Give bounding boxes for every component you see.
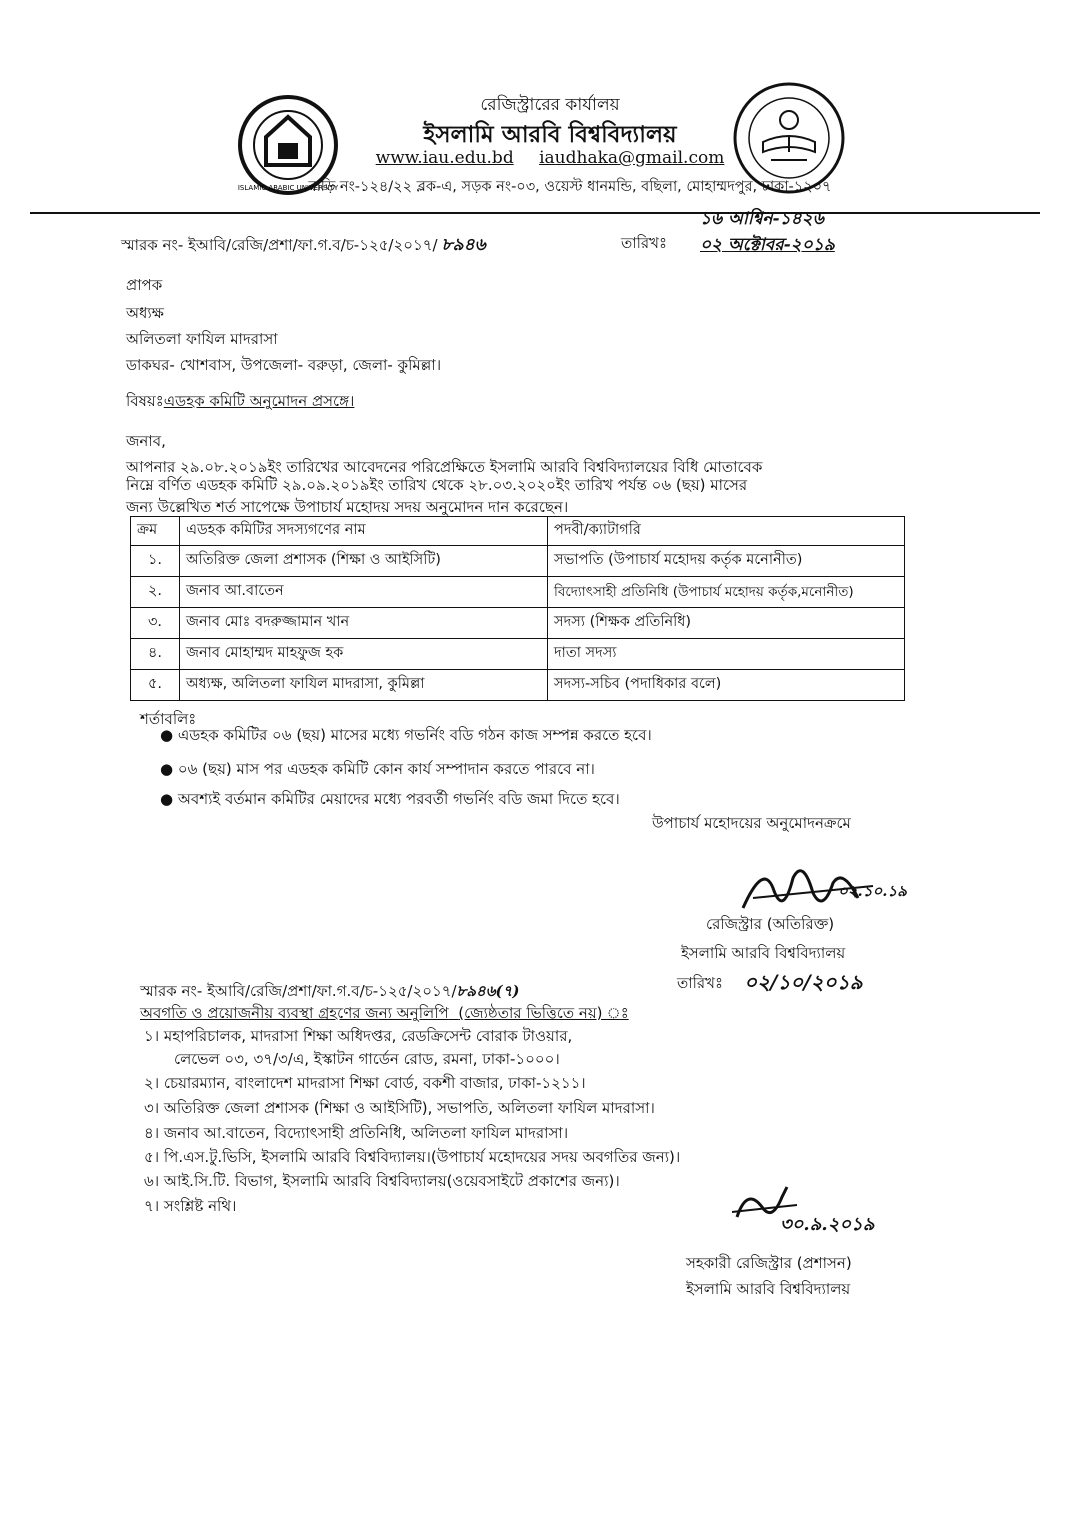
memo-date-bangla: ১৬ আশ্বিন-১৪২৬ bbox=[700, 209, 824, 229]
recipient-title: অধ্যক্ষ bbox=[126, 304, 164, 322]
memo-ref-handwritten: ৮৯৪৬ bbox=[441, 235, 486, 255]
table-row bbox=[131, 670, 905, 701]
body-line-1: আপনার ২৯.০৮.২০১৯ইং তারিখের আবেদনের পরিপ্রেক্ষিতে ইসলামি আরবি বিশ্ববিদ্যালয়ের বিধি মোতাবেক bbox=[126, 458, 763, 476]
body-line-2: নিম্নে বর্ণিত এডহক কমিটি ২৯.০৯.২০১৯ইং তারিখ থেকে ২৮.০৩.২০২০ইং তারিখ পর্যন্ত ০৬ (ছয়) মাসের bbox=[126, 476, 748, 494]
memo-date-label: তারিখঃ bbox=[621, 234, 667, 252]
subject-label: বিষয়ঃ bbox=[126, 392, 164, 410]
committee-table bbox=[130, 516, 905, 701]
signature-1-date-label: তারিখঃ bbox=[677, 974, 723, 992]
bullet-icon: ● bbox=[160, 726, 178, 744]
header-divider bbox=[30, 212, 1040, 214]
body-line-3: জন্য উল্লেখিত শর্ত সাপেক্ষে উপাচার্য মহোদয় সদয় অনুমোদন দান করেছেন। bbox=[126, 498, 569, 516]
signature-1-org: ইসলামি আরবি বিশ্ববিদ্যালয় bbox=[681, 944, 846, 962]
condition-item bbox=[160, 758, 595, 783]
recipient-institution: অলিতলা ফাযিল মাদরাসা bbox=[126, 330, 278, 348]
row-member-name: জনাব মোঃ বদরুজ্জামান খান bbox=[180, 608, 548, 639]
row-serial: ২. bbox=[131, 577, 180, 608]
copy-item: ৬। আই.সি.টি. বিভাগ, ইসলামি আরবি বিশ্ববিদ্যালয়(ওয়েবসাইটে প্রকাশের জন্য)। bbox=[144, 1172, 620, 1190]
signature-2-date: ৩০.৯.২০১৯ bbox=[780, 1214, 875, 1235]
copy-heading-note: (জ্যেষ্ঠতার ভিত্তিতে নয়) ঃ bbox=[458, 1004, 629, 1022]
col-designation-header: পদবী/ক্যাটাগরি bbox=[548, 517, 905, 546]
bullet-icon: ● bbox=[160, 760, 178, 778]
memo-date-english: ০২ অক্টোবর-২০১৯ bbox=[700, 235, 835, 255]
signature-1-date: ০২.১০.১৯ bbox=[838, 882, 907, 900]
copy-item: ২। চেয়ারম্যান, বাংলাদেশ মাদরাসা শিক্ষা বোর্ড, বকশী বাজার, ঢাকা-১২১১। bbox=[144, 1074, 586, 1092]
row-member-name: জনাব আ.বাতেন bbox=[180, 577, 548, 608]
row-designation: দাতা সদস্য bbox=[548, 639, 905, 670]
recipient-label: প্রাপক bbox=[126, 276, 163, 294]
row-member-name: অধ্যক্ষ, অলিতলা ফাযিল মাদরাসা, কুমিল্লা bbox=[180, 670, 548, 701]
row-designation: সভাপতি (উপাচার্য মহোদয় কর্তৃক মনোনীত) bbox=[548, 546, 905, 577]
table-row bbox=[131, 639, 905, 670]
table-row bbox=[131, 577, 905, 608]
office-title: রেজিস্ট্রারের কার্যালয় bbox=[480, 95, 620, 115]
condition-text: এডহক কমিটির ০৬ (ছয়) মাসের মধ্যে গভর্নিং বডি গঠন কাজ সম্পন্ন করতে হবে। bbox=[177, 726, 652, 744]
row-serial: ৩. bbox=[131, 608, 180, 639]
memo-ref-label: স্মারক নং- ইআবি/রেজি/প্রশা/ফা.গ.ব/চ-১২৫/২০১৭/ bbox=[121, 236, 438, 254]
row-designation: সদস্য-সচিব (পদাধিকার বলে) bbox=[548, 670, 905, 701]
approval-note: উপাচার্য মহোদয়ের অনুমোদনক্রমে bbox=[652, 814, 851, 832]
condition-item bbox=[160, 788, 620, 813]
copy-ref-handwritten: ৮৯৪৬(৭) bbox=[456, 982, 520, 1000]
row-serial: ১. bbox=[131, 546, 180, 577]
copy-item: ৫। পি.এস.টু.ভিসি, ইসলামি আরবি বিশ্ববিদ্যালয়।(উপাচার্য মহোদয়ের সদয় অবগতির জন্য)। bbox=[144, 1148, 681, 1166]
col-name-header: এডহক কমিটির সদস্যগণের নাম bbox=[180, 517, 548, 546]
condition-item bbox=[160, 724, 652, 749]
table-row bbox=[131, 546, 905, 577]
row-designation: সদস্য (শিক্ষক প্রতিনিধি) bbox=[548, 608, 905, 639]
copy-item: ৪। জনাব আ.বাতেন, বিদ্যোৎসাহী প্রতিনিধি, অলিতলা ফাযিল মাদরাসা। bbox=[144, 1124, 569, 1142]
university-name: ইসলামি আরবি বিশ্ববিদ্যালয় bbox=[423, 122, 677, 148]
condition-text: ০৬ (ছয়) মাস পর এডহক কমিটি কোন কার্য সম্পাদান করতে পারবে না। bbox=[177, 760, 595, 778]
contact-links bbox=[300, 148, 800, 168]
row-member-name: অতিরিক্ত জেলা প্রশাসক (শিক্ষা ও আইসিটি) bbox=[180, 546, 548, 577]
signature-2-title: সহকারী রেজিস্ট্রার (প্রশাসন) bbox=[686, 1254, 852, 1272]
memo-reference bbox=[121, 232, 486, 260]
recipient-address: ডাকঘর- খোশবাস, উপজেলা- বরুড়া, জেলা- কুমিল্লা। bbox=[126, 356, 442, 374]
copy-item: ৭। সংশ্লিষ্ট নথি। bbox=[144, 1197, 237, 1215]
copy-item: লেভেল ০৩, ৩৭/৩/এ, ইস্কাটন গার্ডেন রোড, রমনা, ঢাকা-১০০০। bbox=[174, 1050, 560, 1068]
copy-item: ১। মহাপরিচালক, মাদরাসা শিক্ষা অধিদপ্তর, রেডক্রিসেন্ট বোরাক টাওয়ার, bbox=[144, 1027, 573, 1045]
salutation: জনাব, bbox=[126, 432, 166, 450]
signature-1-title: রেজিস্ট্রার (অতিরিক্ত) bbox=[706, 915, 835, 933]
copy-ref-label: স্মারক নং- ইআবি/রেজি/প্রশা/ফা.গ.ব/চ-১২৫/২০১৭/ bbox=[140, 982, 457, 1000]
copy-heading bbox=[140, 1002, 629, 1027]
signature-2-org: ইসলামি আরবি বিশ্ববিদ্যালয় bbox=[686, 1280, 851, 1298]
row-serial: ৫. bbox=[131, 670, 180, 701]
email-link[interactable]: iaudhaka@gmail.com bbox=[539, 148, 725, 168]
row-serial: ৪. bbox=[131, 639, 180, 670]
bullet-icon: ● bbox=[160, 790, 178, 808]
col-serial-header: ক্রম bbox=[131, 517, 180, 546]
header-address: বাড়ি নং-১২৪/২২ ব্লক-এ, সড়ক নং-০৩, ওয়েস্ট ধানমন্ডি, বছিলা, মোহাম্মদপুর, ঢাকা-১২০৭ bbox=[308, 179, 832, 195]
table-row bbox=[131, 608, 905, 639]
row-member-name: জনাব মোহাম্মদ মাহফুজ হক bbox=[180, 639, 548, 670]
row-designation: বিদ্যোৎসাহী প্রতিনিধি (উপাচার্য মহোদয় কর্তৃক,মনোনীত) bbox=[548, 577, 905, 608]
logo-left-text: ISLAMIC ARABIC UNIVERSITY bbox=[237, 184, 339, 192]
condition-text: অবশ্যই বর্তমান কমিটির মেয়াদের মধ্যে পরবর্তী গভর্নিং বডি জমা দিতে হবে। bbox=[177, 790, 620, 808]
copy-heading-text: অবগতি ও প্রয়োজনীয় ব্যবস্থা গ্রহণের জন্য অনুলিপি bbox=[140, 1004, 449, 1022]
signature-1-handwritten-date: ০২/১০/২০১৯ bbox=[744, 970, 863, 994]
website-link[interactable]: www.iau.edu.bd bbox=[375, 148, 514, 168]
subject bbox=[126, 390, 354, 415]
copy-item: ৩। অতিরিক্ত জেলা প্রশাসক (শিক্ষা ও আইসিটি), সভাপতি, অলিতলা ফাযিল মাদরাসা। bbox=[144, 1099, 655, 1117]
table-header-row bbox=[131, 517, 905, 546]
conditions-label: শর্তাবলিঃ bbox=[140, 710, 197, 728]
subject-text: এডহক কমিটি অনুমোদন প্রসঙ্গে। bbox=[163, 392, 355, 410]
